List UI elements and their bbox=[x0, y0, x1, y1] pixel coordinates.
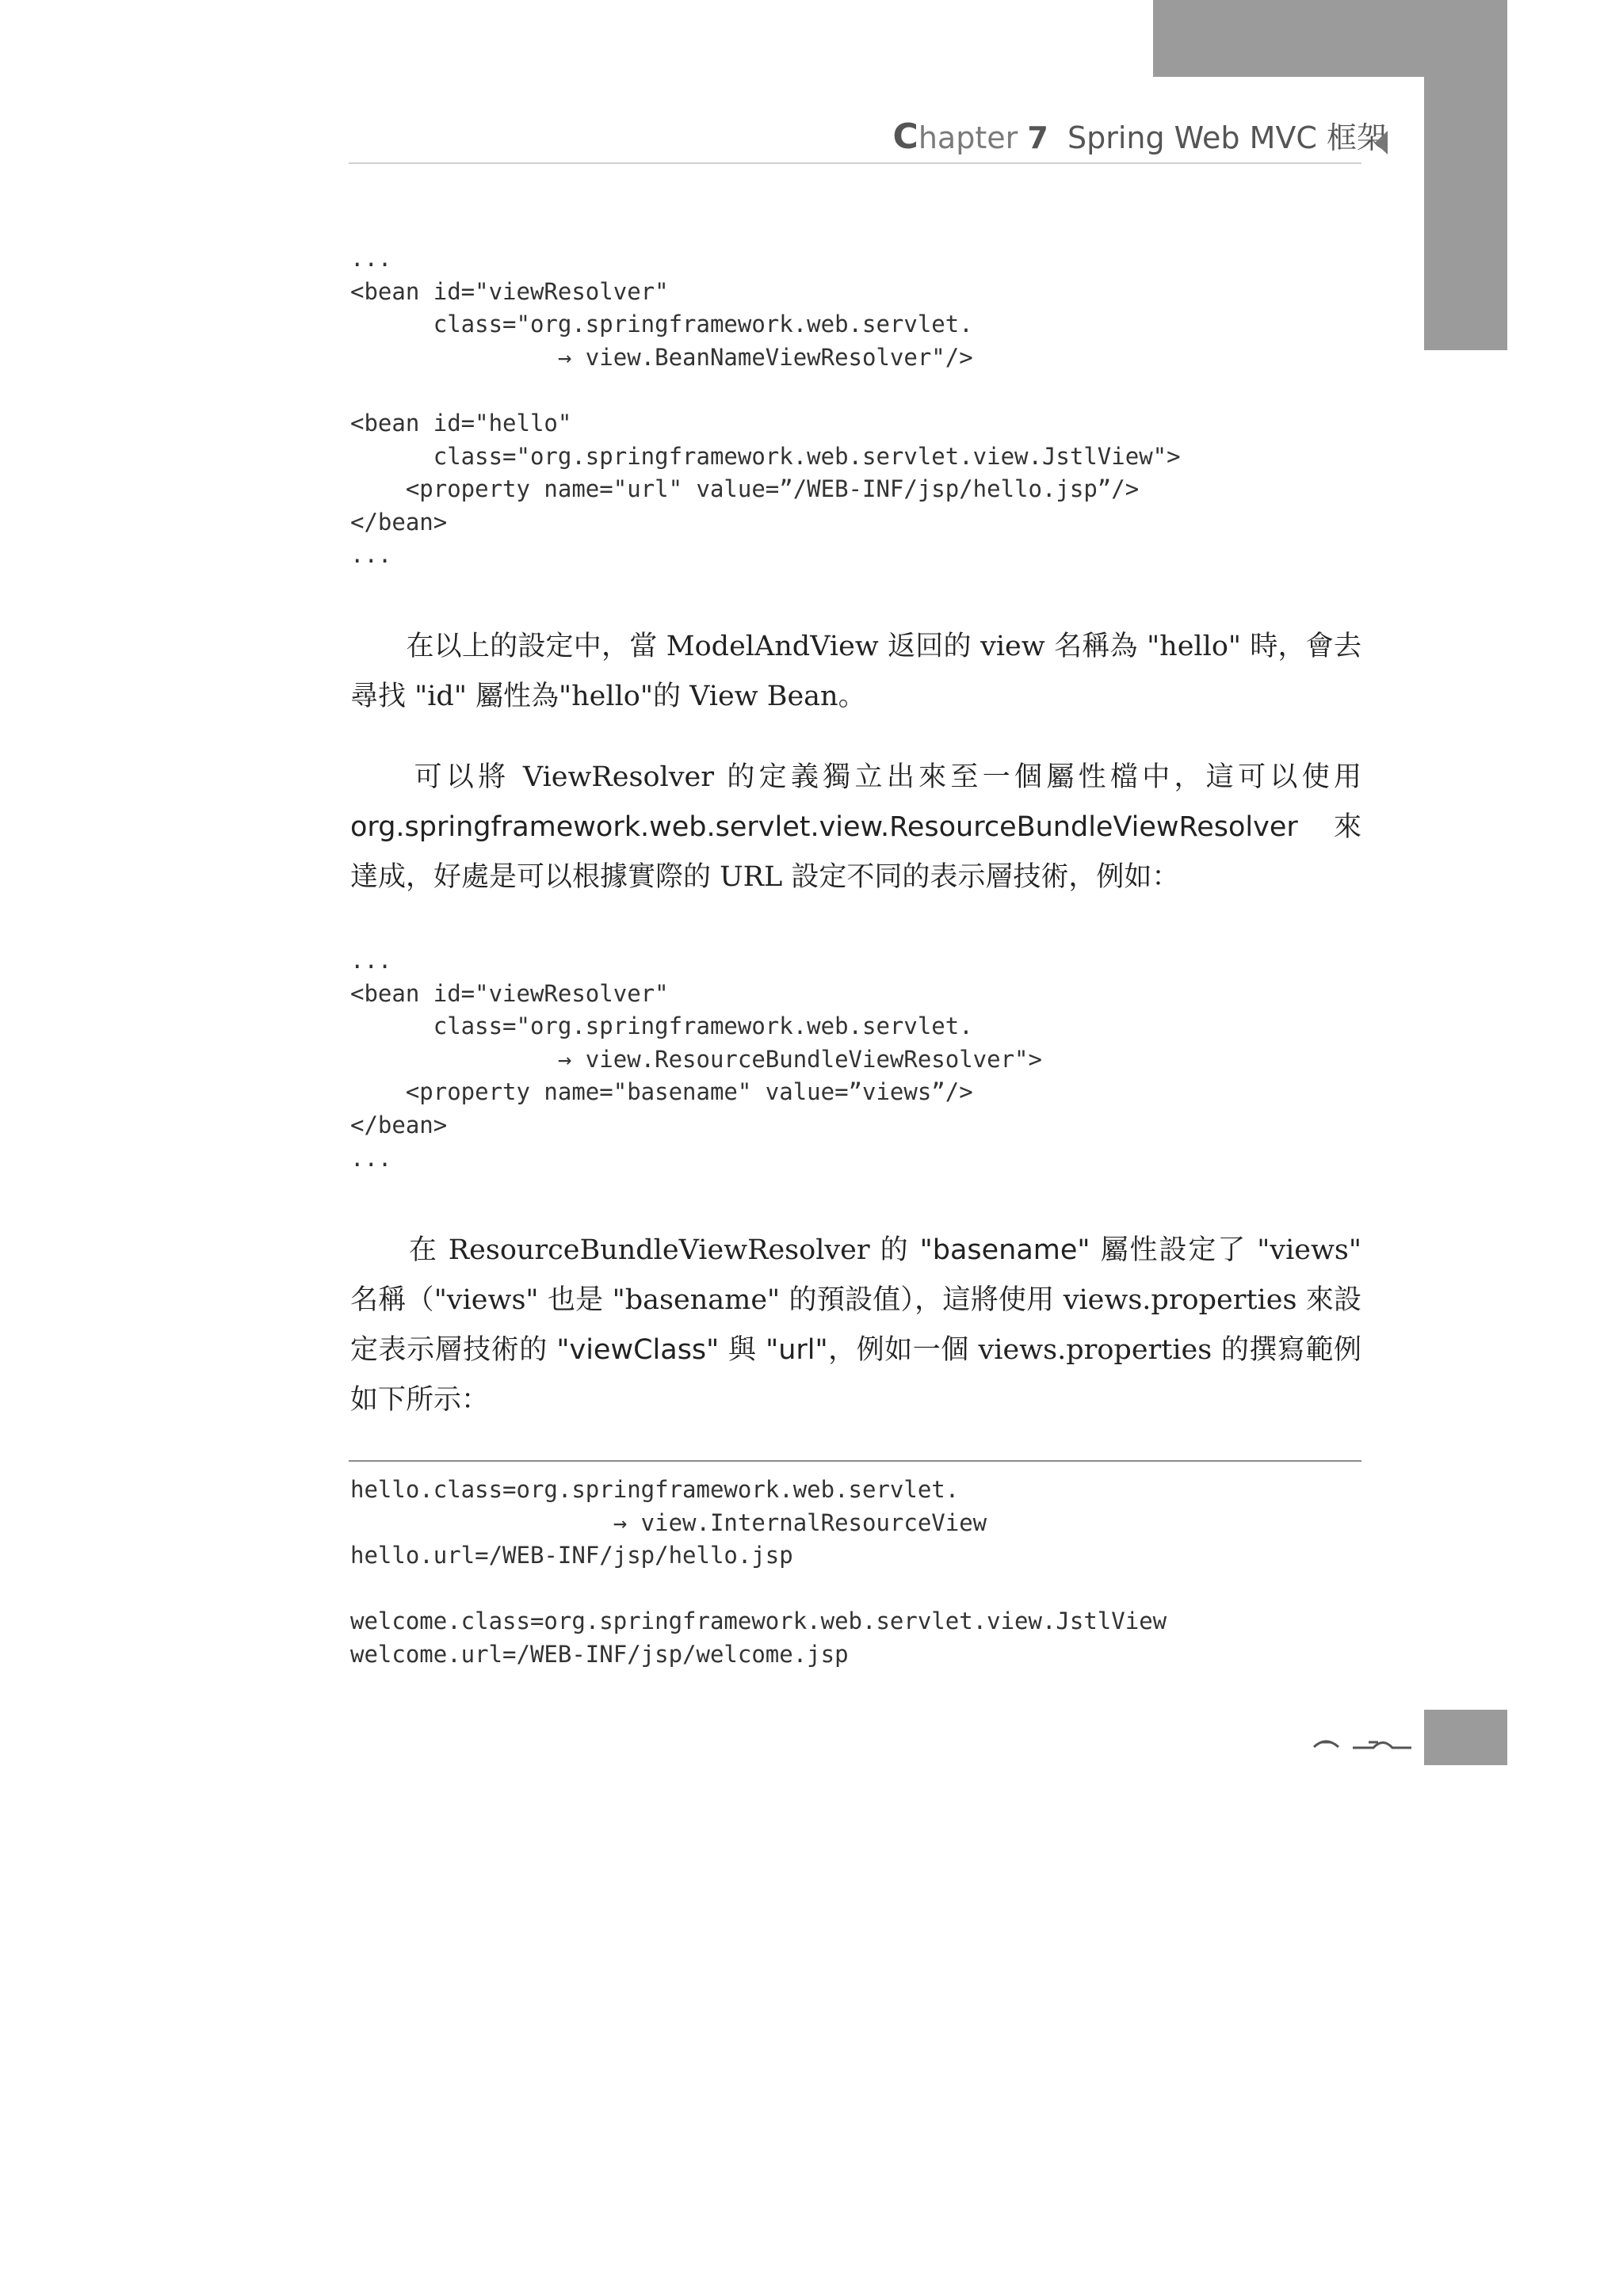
page-number-tab bbox=[1424, 1710, 1507, 1765]
basename-term: "basename" bbox=[919, 1234, 1090, 1266]
chapter-tab-side bbox=[1424, 77, 1507, 350]
chapter-title: Spring Web MVC 框架 bbox=[1067, 120, 1387, 155]
paragraph-resource-bundle-text-2: 來達成，好處是可以根據實際的 URL 設定不同的表示層技術，例如： bbox=[350, 811, 1361, 893]
code-rule bbox=[349, 1460, 1361, 1462]
triangle-left-icon bbox=[1375, 131, 1388, 154]
code-block-resource-bundle-view-resolver: ... <bean id="viewResolver" class="org.springframework.web.servlet. → view.ResourceBundleViewResolver"> <property name="basename" value=”views”/> </bean> ... bbox=[350, 947, 1042, 1172]
viewclass-term: "viewClass" bbox=[556, 1334, 720, 1366]
code-block-bean-name-view-resolver: ... <bean id="viewResolver" class="org.springframework.web.servlet. → view.BeanNameViewResolver"/> <bean id="hello" class="org.springframework.web.servlet.view.JstlView"> <property name="url" value=”/WEB-INF/jsp/hello.jsp”/> </bean> ... bbox=[350, 245, 1181, 569]
paragraph-resource-bundle-text-1: 可以將 ViewResolver 的定義獨立出來至一個屬性檔中，這可以使用 bbox=[350, 761, 1361, 793]
paragraph-view-lookup-text: 在以上的設定中，當 ModelAndView 返回的 view 名稱為 "hello" 時，會去尋找 "id" 屬性為"hello"的 View Bean。 bbox=[350, 631, 1361, 712]
chapter-tab-top bbox=[1153, 0, 1507, 77]
chapter-initial: C bbox=[892, 116, 918, 157]
paragraph-resource-bundle bbox=[350, 753, 1361, 902]
chapter-number: 7 bbox=[1027, 120, 1048, 155]
url-term: "url" bbox=[766, 1334, 828, 1366]
paragraph-basename-text-3: 與 bbox=[719, 1334, 766, 1366]
code-block-views-properties: hello.class=org.springframework.web.servlet. → view.InternalResourceView hello.url=/WEB-INF/jsp/hello.jsp welcome.class=org.springframework.web.servlet.view.JstlView welcome.url=/WEB-INF/jsp/welcome.jsp bbox=[350, 1476, 1167, 1668]
header-rule bbox=[349, 162, 1361, 164]
running-header bbox=[864, 117, 1387, 158]
class-name-resource-bundle-view-resolver: org.springframework.web.servlet.view.ResourceBundleViewResolver bbox=[350, 811, 1298, 843]
paragraph-basename-text-4: ，例如一個 views.properties 的撰寫範例如下所示： bbox=[350, 1334, 1361, 1416]
paragraph-basename-text-2: 屬性設定了 "views" 名稱（"views" 也是 "basename" 的預設值），這將使用 views.properties 來設定表示層技術的 bbox=[350, 1234, 1361, 1366]
paragraph-basename-text-1: 在 ResourceBundleViewResolver 的 bbox=[350, 1234, 920, 1266]
chapter-word: hapter bbox=[918, 120, 1018, 155]
page-number-glyph bbox=[1312, 1723, 1415, 1755]
paragraph-view-lookup bbox=[350, 622, 1361, 722]
paragraph-basename bbox=[350, 1226, 1361, 1425]
